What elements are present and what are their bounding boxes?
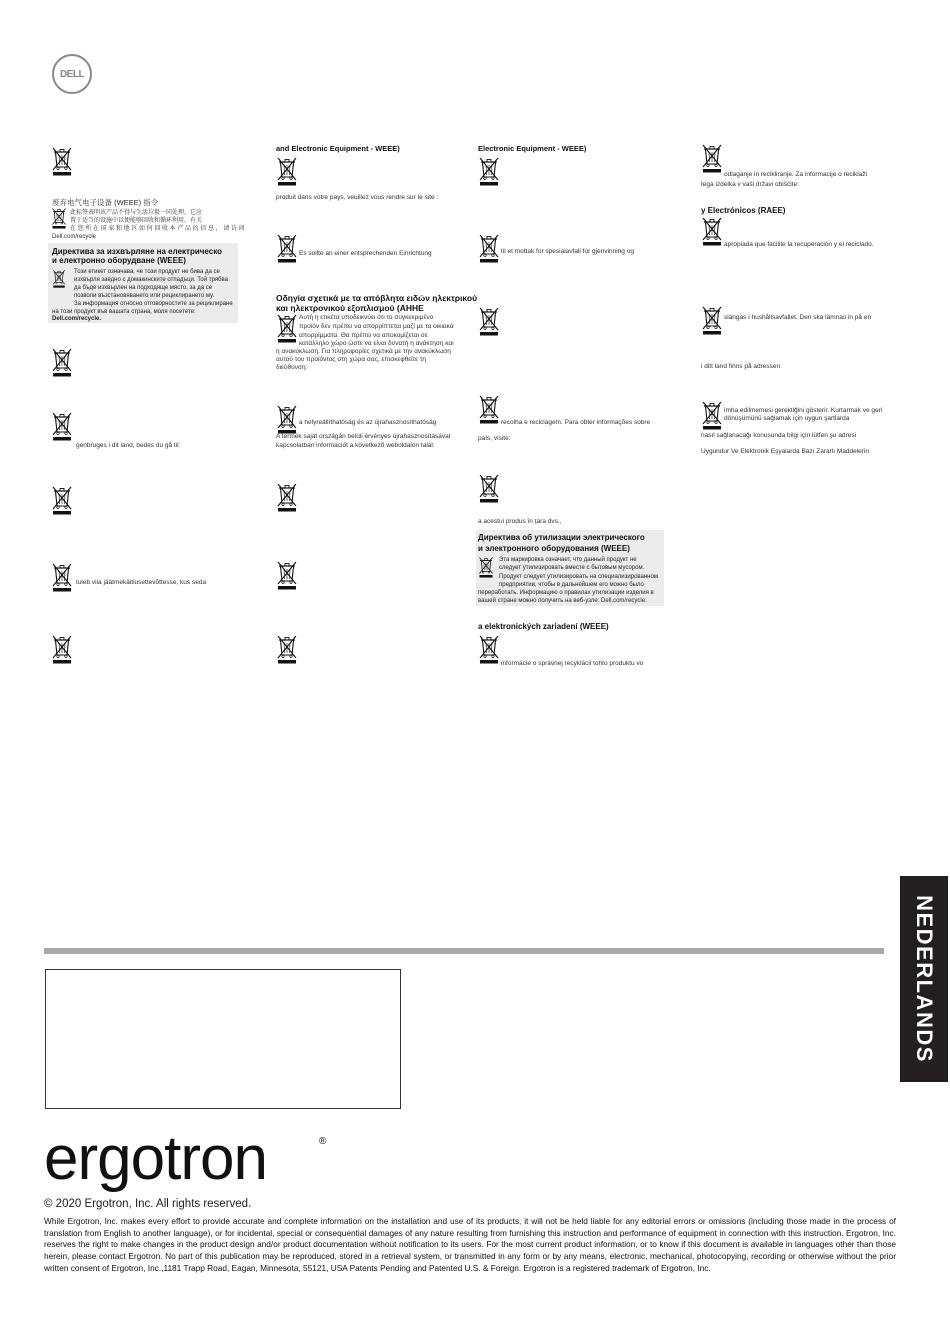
de-text: Es sollte an einer entsprechenden Einrichtung: [299, 250, 432, 257]
copyright-text: © 2020 Ergotron, Inc. All rights reserved.: [44, 1198, 252, 1210]
fr-text: produit dans votre pays, veuillez vous rendre sur le site :: [276, 194, 439, 201]
et-text: tuleb viia jäätmekäitlusettevõttesse, kus seda: [76, 579, 207, 586]
weee-bin-icon: [276, 560, 298, 590]
en-head-2: and Electronic Equipment - WEEE): [276, 144, 400, 153]
dell-logo: DELL: [52, 54, 92, 94]
weee-bin-icon: [51, 562, 73, 592]
pt-line-2: país, visite:: [478, 435, 511, 442]
el-line-3: απορρίμματα. Θα πρέπει να αποκομίζεται σε: [299, 332, 428, 339]
pt-line-1: recolha e reciclagem. Para obter informações sobre: [501, 419, 651, 426]
hu-line-2: A termék saját országán belüli érvényes újrahasznosításával: [276, 433, 451, 440]
zh-line-1: 此标签表明该产品不得与生活垃圾一同处理。它应: [70, 210, 203, 216]
es-text: apropiada que facilite la recuperación y el reciclado.: [724, 241, 874, 248]
bg-line-5: За информация относно отговорностите за рециклиране: [74, 301, 233, 307]
language-tab: NEDERLANDS: [900, 876, 948, 1082]
bg-line-1: Този етикет означава, че този продукт не бива да се: [74, 269, 220, 275]
weee-bin-icon: [478, 306, 500, 336]
ro-text: a acestui produs în țara dvs.,: [478, 518, 562, 525]
ergotron-logo: ergotron: [44, 1124, 267, 1193]
sl-line-1: odlaganje in recikliranje. Za informacije o reciklaži: [724, 171, 868, 178]
ru-line-1: Эта маркировка означает, что данный продукт не: [499, 557, 637, 563]
ru-line-5: переработать. Информацию о правилах утилизации изделия в: [478, 590, 654, 596]
tr-line-3: nasıl sağlanacağı konusunda bilgi için lütfen şu adresi: [701, 432, 857, 439]
weee-bin-icon: [478, 233, 500, 263]
weee-bin-icon: [276, 634, 298, 664]
ru-line-3: Продукт следует утилизировать на специализированном: [499, 574, 658, 580]
tr-line-4: Uygundur Ve Elektronik Eşyalarda Bazı Zararlı Maddelerin: [701, 448, 869, 455]
el-line-1: Αυτή η ετικέτα υποδεικνύει ότι το συγκεκριμένο: [299, 314, 434, 321]
weee-bin-icon: [478, 634, 500, 664]
blank-notes-box: [45, 969, 401, 1109]
en-head-3: Electronic Equipment - WEEE): [478, 144, 587, 153]
bg-line-4: позволи възстановяването или рециклирането му.: [74, 293, 215, 299]
weee-bin-icon: [478, 156, 500, 186]
hu-line-1: a helyreállíthatóság és az újrahasznosíthatóság: [299, 419, 437, 426]
no-text: til et mottak for spesialavfall for gjenvinning og: [501, 248, 634, 255]
sv-line-1: slängas i hushållsavfallet. Den ska lämnas in på en: [724, 314, 872, 321]
el-title-1: Οδηγία σχετικά με τα απόβλητα ειδών ηλεκτρικού: [276, 293, 478, 303]
weee-bin-icon: [51, 411, 73, 441]
weee-bin-icon: [276, 404, 298, 434]
ru-line-6: вашей стране можно получить на веб-узле: Dell.com/recycle.: [478, 598, 647, 604]
weee-bin-icon: [51, 634, 73, 664]
bg-title-1: Директива за изхвърляне на електрическо: [52, 247, 222, 256]
tr-line-1: imha edilmemesi gerektiğini gösterir. Kurtarmak ve geri: [724, 407, 883, 414]
sv-line-2: i ditt land finns på adressen: [701, 363, 781, 370]
weee-bin-icon: [701, 305, 723, 335]
bg-line-6: на този продукт във вашата страна, моля посетете:: [52, 309, 196, 315]
weee-bin-icon: [51, 485, 73, 515]
bg-line-2: изхвърля заедно с домакинските отпадъци. Той трябва: [74, 277, 228, 283]
weee-bin-icon: [701, 143, 723, 173]
el-title-2: και ηλεκτρονικού εξοπλισμού (ΑΗΗΕ: [276, 303, 424, 313]
weee-bin-icon: [276, 156, 298, 186]
weee-bin-icon: [701, 216, 723, 246]
section-divider: [44, 948, 884, 954]
sk-head: a elektronických zariadení (WEEE): [478, 622, 609, 631]
weee-bin-icon: [51, 146, 73, 176]
weee-bin-icon: [51, 207, 67, 229]
weee-bin-icon: [478, 394, 500, 424]
ru-title-1: Директива об утилизации электрического: [478, 533, 645, 542]
bg-line-7: Dell.com/recycle.: [52, 316, 102, 322]
zh-line-3: 在 您 所 在 国 家 和 地 区 如 何 回 收 本 产 品 的 信 息 ， 请 访 问: [70, 226, 245, 232]
weee-bin-icon: [276, 482, 298, 512]
weee-bin-icon: [276, 313, 298, 343]
el-line-6: αυτού του προϊόντος στη χώρα σας, επισκεφθείτε τη: [276, 356, 427, 363]
ru-line-4: предприятии, чтобы в дальнейшем его можно было: [499, 582, 644, 588]
weee-bin-icon: [478, 473, 500, 503]
el-line-5: η ανακύκλωση. Για πληροφορίες σχετικά με την ανακύκλωση: [276, 348, 451, 355]
el-line-4: κατάλληλο χώρο ώστε να είναι δυνατή η ανάκτηση και: [299, 340, 454, 347]
weee-bin-icon: [701, 400, 723, 430]
zh-line-2: 置于适当的设施中以便能够回收和循环利用。有关: [70, 218, 203, 224]
sk-text: informácie o správnej recyklácii tohto produktu vo: [501, 660, 644, 667]
bg-title-2: и електронно оборудване (WEEE): [52, 256, 186, 265]
bg-line-3: да бъде изхвърлен на подходяще място, за да се: [74, 285, 213, 291]
zh-line-4: Dell.com/recycle: [52, 234, 97, 240]
es-head: y Electrónicos (RAEE): [701, 206, 786, 215]
registered-mark: ®: [319, 1136, 327, 1147]
tr-line-2: dönüşümünü sağlamak için uygun şartlarda: [724, 415, 850, 422]
hu-line-3: kapcsolatban információt a következő weboldalon talál:: [276, 442, 435, 449]
weee-bin-icon: [51, 347, 73, 377]
ru-title-2: и электронного оборудования (WEEE): [478, 544, 630, 553]
sl-line-2: tega izdelka v vaši državi obiščite:: [701, 181, 799, 188]
legal-disclaimer: While Ergotron, Inc. makes every effort to provide accurate and complete information on the installation and use of its products, it will not be held liable for any editorial errors or omissions (including those made in the process of translation from English to another language), or for incidental, special or consequential damages of any nature resulting from furnishing this instruction and performance of equipment in connection with this instruction. Ergotron, Inc. reserves the right to make changes in the product design and/or product documentation without notification to its users. For the most current product information, or to know if this document is available in languages other than those herein, please contact Ergotron. No part of this publication may be reproduced, stored in a retrieval system, or transmitted in any form or by any means, electronic, mechanical, photocopying, recording or otherwise without the prior written consent of Ergotron, Inc.,1181 Trapp Road, Eagan, Minnesota, 55121, USA Patents Pending and Patented U.S. & Foreign. Ergotron is a registered trademark of Ergotron, Inc.: [44, 1216, 896, 1273]
weee-bin-icon: [276, 233, 298, 263]
el-line-7: διεύθυνση:: [276, 364, 308, 371]
weee-bin-icon: [478, 556, 494, 578]
ru-line-2: следует утилизировать вместе с бытовым мусором.: [499, 565, 645, 571]
da-text: genbruges i dit land, bedes du gå til:: [76, 442, 181, 449]
weee-bin-icon: [52, 269, 66, 288]
zh-title: 废弃电气电子设备 (WEEE) 指令: [52, 198, 159, 207]
el-line-2: προϊόν δεν πρέπει να απορρίπτεται μαζί με τα οικιακά: [299, 323, 454, 330]
